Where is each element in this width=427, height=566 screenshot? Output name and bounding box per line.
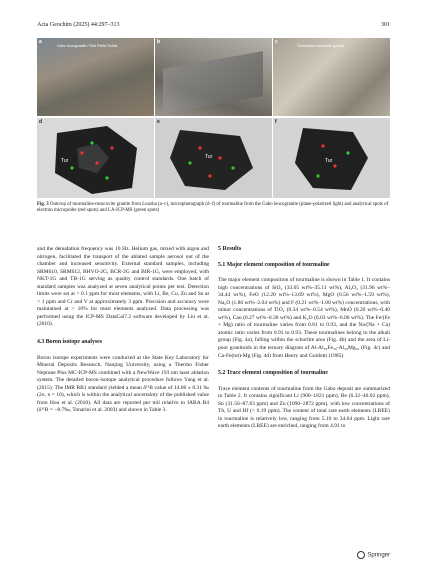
- subsection-heading: 5.1 Major element composition of tourmaline: [218, 261, 330, 268]
- figure-caption: [37, 202, 390, 215]
- panel-label: b: [157, 39, 161, 45]
- figure-panel-c: [273, 38, 390, 116]
- panel-label: c: [275, 39, 278, 45]
- panel-label: e: [157, 119, 160, 125]
- figure-3: [37, 38, 390, 198]
- page-number: 301: [381, 22, 390, 28]
- mineral-label: Tur: [325, 158, 333, 164]
- right-column: [218, 246, 390, 431]
- panel-annotation: Tourmaline-muscovite granite: [297, 44, 344, 48]
- tourmaline-crystal-image: [155, 118, 272, 198]
- paragraph: Trace element contents of tourmaline from the Gabo deposit are summarized in Table 2. It contains significant Li (900–1821 ppm), Be (6.32–40.02 ppm), Sn (31.56–87.83 ppm) and Zn (1090–2872 ppm), with low concentrations of Th, U and Hf (< 0.19 ppm). The content of total rare earth elements (LREE) in tourmaline is relatively low, ranging from 5.10 to 34.64 ppm. Light rare earth elements (LREE) are enriched, ranging from 4.91 to: [218, 385, 390, 430]
- subsection-heading: 5.2 Trace element composition of tourmaline: [218, 370, 328, 377]
- figure-panel-f: [273, 118, 390, 198]
- journal-citation: Acta Geochim (2025) 44:297–313: [37, 22, 120, 28]
- running-header: [37, 22, 390, 32]
- figure-panel-b: [155, 38, 272, 116]
- paragraph: The major element composition of tourmaline is shown in Table 1. It contains high concentrations of SiO₂ (33.05 wt%–35.11 wt%), Al₂O₃ (31.96 wt%–34.44 wt%), FeO (12.20 wt%–13.69 wt%), MgO (0.56 wt%–1.59 wt%), Na₂O (1.86 wt%–2.04 wt%) and F (0.21 wt%–1.00 wt%) concentrations, with minor concentrations of TiO₂ (0.34 wt%–0.54 wt%), MnO (0.20 wt%–0.40 wt%), Cao (0.27 wt%–0.38 wt%) and K₂O (0.03 wt%–0.06 wt%). The Fe/(Fe + Mg) ratio of tourmaline varies from 0.81 to 0.93, and the Na/(Na + Ca) atomic ratio varies from 0.91 to 0.93. These tourmalines belong to the alkali group (Fig. 4a), falling within the schorlite area (Fig. 4b) and the area of Li-poor granitoids in the ternary diagram of Al-Al₅₀Fe₅₀-Al₅₀Mg₅₀ (Fig. 4c) and Ca-Fe(tot)-Mg (Fig. 4d) from Henry and Guidotti (1985).: [218, 277, 390, 359]
- tourmaline-crystal-image: [37, 118, 154, 198]
- panel-label: f: [275, 119, 277, 125]
- figure-panel-a: [37, 38, 154, 116]
- caption-text: Outcrop of tourmaline-muscovite granite from Luozha (a–c), microphotograph (d–f) of tourmaline from the Gabo leucogranite (plane-polarized light) and analytical spots of electron microprobe (red spots) and LA-ICP-MS (green spots): [37, 202, 389, 214]
- left-column: [37, 246, 209, 415]
- publisher-name: Springer: [367, 552, 390, 559]
- figure-panel-e: [155, 118, 272, 198]
- mineral-label: Tur: [205, 154, 213, 160]
- panel-label: a: [39, 39, 42, 45]
- section-heading: 5 Results: [218, 246, 242, 252]
- paragraph: Boron isotope experiments were conducted at the State Key Laboratory for Mineral Deposits Research, Nanjing University, using a Thermo Fisher Neptune Plus MC-ICP-MS combined with a NewWave 193 nm laser ablation system. The detailed boron-isotope analytical procedure follows Yang et al. (2015). The IMR RB1 standard yielded a mean δ¹¹B value of 14.06 ± 0.31 ‰ (2σ, n = 10), which is within the analytical uncertainty of the published value from Hou et al. (2010). All data are reported per mil relative to IABA B4 (δ¹¹B = −8.7‰, Tonarini et al. 2003) and shown in Table 3.: [37, 354, 209, 414]
- section-heading: 4.3 Boron isotope analyses: [37, 339, 102, 346]
- paragraph: and the denudation frequency was 10 Hz. Helium gas, mixed with argon and nitrogen, facilitated the transport of the ablated sample aerosol out of the chamber and increased sensitivity. External standard samples, including SRM610, SRM612, BHVO-2G, BCR-2G and BIR-1G, were employed, with NKT-1G and TB-1G serving as quality control standards. One batch of standard samples was analyzed at seven analytical points per test. Detection limits were set at < 0.1 ppm for most elements, with Li, Be, Cu, Zn and Sn at < 1 ppm and Cr and V at approximately 3 ppm. Precision and accuracy were maintained at > 10% for most elements analyzed. Data processing was performed using the ICP-MS DataCal7.2 software developed by Liu et al. (2010).: [37, 246, 209, 328]
- springer-logo-icon: [357, 551, 365, 559]
- publisher-footer: [357, 551, 390, 559]
- figure-panel-d: [37, 118, 154, 198]
- panel-label: d: [39, 119, 43, 125]
- panel-annotation: Gabo leucogranite / Red Pelitic Schist: [57, 44, 118, 48]
- caption-label: Fig. 3: [37, 202, 49, 207]
- mineral-label: Tur: [61, 158, 69, 164]
